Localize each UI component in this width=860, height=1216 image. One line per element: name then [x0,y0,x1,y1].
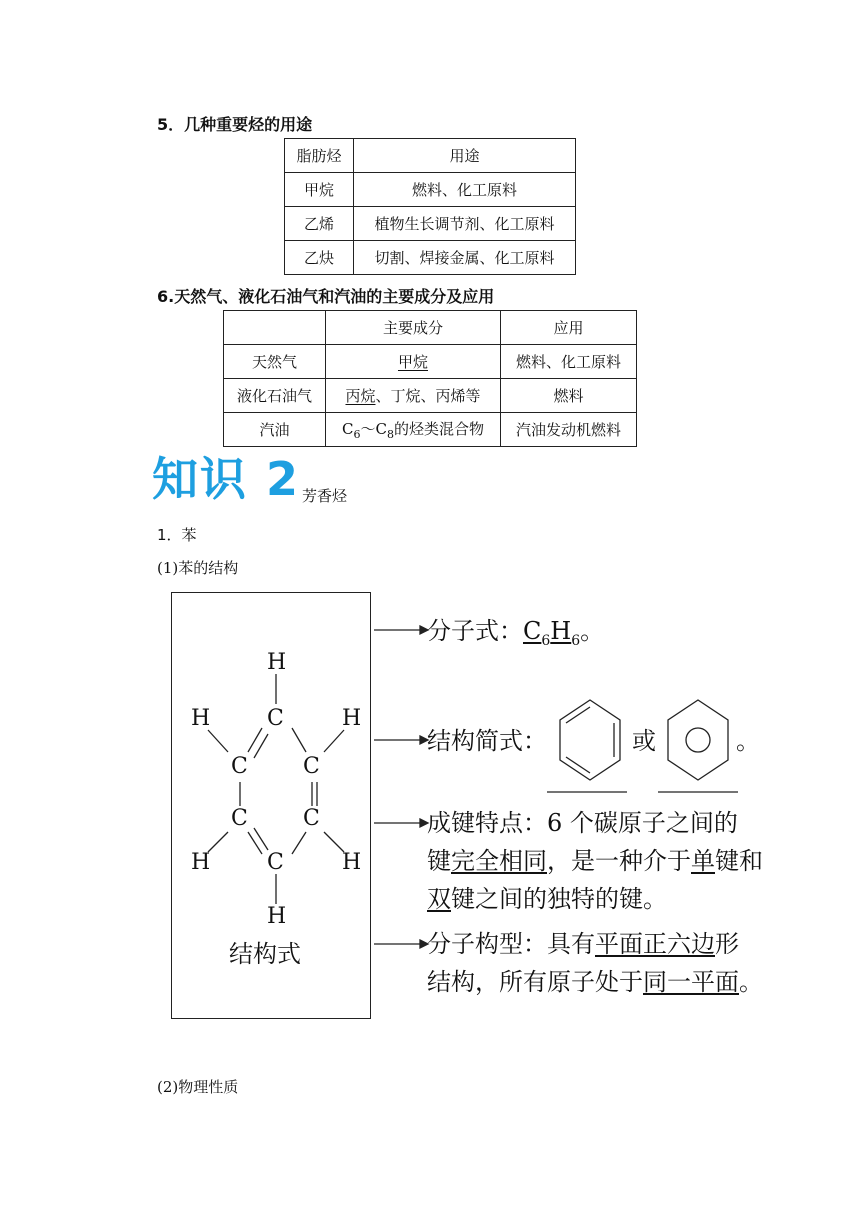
atom-c: C [267,706,284,731]
subscript: 8 [386,428,394,441]
text: ，是一种介于 [547,847,691,875]
atom-h: H [191,706,211,731]
atom-h: H [342,706,362,731]
text: 键和 [715,847,763,875]
table-cell: 乙烯 [285,207,354,241]
table-header-cell: 脂肪烃 [285,139,354,173]
subscript: 6 [353,428,361,441]
atom-h: H [267,904,287,929]
table-cell: 天然气 [224,345,326,379]
table-cell: 液化石油气 [224,379,326,413]
table-header-cell: 应用 [501,311,637,345]
underlined-answer: 同一平面 [643,968,739,996]
table-cell: 甲烷 [285,173,354,207]
benzene-structure-heading: (1)苯的结构 [157,559,239,577]
subscript: 6 [541,632,551,649]
underlined-answer: 完全相同 [451,847,547,875]
knowledge-subtitle: 芳香烃 [302,487,348,505]
punctuation: 。 [736,727,760,755]
simplified-formula-label: 结构简式： [427,727,547,755]
atom-c: C [267,850,284,875]
text: 键之间的独特的键。 [451,885,667,913]
molecular-formula-line [427,612,604,660]
label: 分子式： [427,617,523,645]
section-5-title: 5．几种重要烃的用途 [157,115,313,134]
table-cell: 燃料、化工原料 [501,345,637,379]
knowledge-banner: 知识 2 [152,452,301,506]
molecular-shape-line-2 [427,963,763,1001]
underlined-answer: 双 [427,885,451,913]
bond-feature-line-2 [427,842,763,880]
cell-text: ～C [360,420,387,438]
table-cell: 汽油发动机燃料 [501,413,637,447]
bond-feature-line-1: 成键特点：6 个碳原子之间的 [427,809,738,837]
atom-c: C [231,754,248,779]
element-h: H [550,617,572,645]
atom-c: C [303,754,320,779]
underlined-answer [523,617,581,649]
table-cell: 燃料、化工原料 [354,173,576,207]
molecular-shape-line-1 [427,925,739,963]
underlined-answer: 平面正六边 [595,930,715,958]
table-cell: 燃料 [501,379,637,413]
table-cell: 汽油 [224,413,326,447]
benzene-title: 1．苯 [157,526,197,544]
bond-feature-line-3 [427,880,667,918]
underlined-answer: 甲烷 [397,353,428,371]
underlined-answer: 单 [691,847,715,875]
text: 结构，所有原子处于 [427,968,643,996]
punctuation: 。 [580,617,605,645]
element-c: C [523,617,542,645]
atom-c: C [231,806,248,831]
physical-properties-heading: (2)物理性质 [157,1078,239,1096]
table-header-cell: 用途 [354,139,576,173]
text: 键 [427,847,451,875]
table-cell: 植物生长调节剂、化工原料 [354,207,576,241]
structural-formula-caption: 结构式 [229,940,301,968]
atom-h: H [267,650,287,675]
or-text: 或 [632,727,656,755]
cell-text: 、丁烷、丙烯等 [375,387,481,405]
cell-text: C [342,420,354,438]
table-cell: 乙炔 [285,241,354,275]
section-6-title: 6.天然气、液化石油气和汽油的主要成分及应用 [157,287,495,306]
table-header-cell: 主要成分 [326,311,501,345]
text: 。 [739,968,763,996]
text: 分子构型：具有 [427,930,595,958]
subscript: 6 [571,632,581,649]
atom-h: H [191,850,211,875]
atom-h: H [342,850,362,875]
text: 形 [715,930,739,958]
underlined-answer: 丙烷 [345,387,376,405]
table-cell: 切割、焊接金属、化工原料 [354,241,576,275]
cell-text: 的烃类混合物 [393,420,484,438]
atom-c: C [303,806,320,831]
